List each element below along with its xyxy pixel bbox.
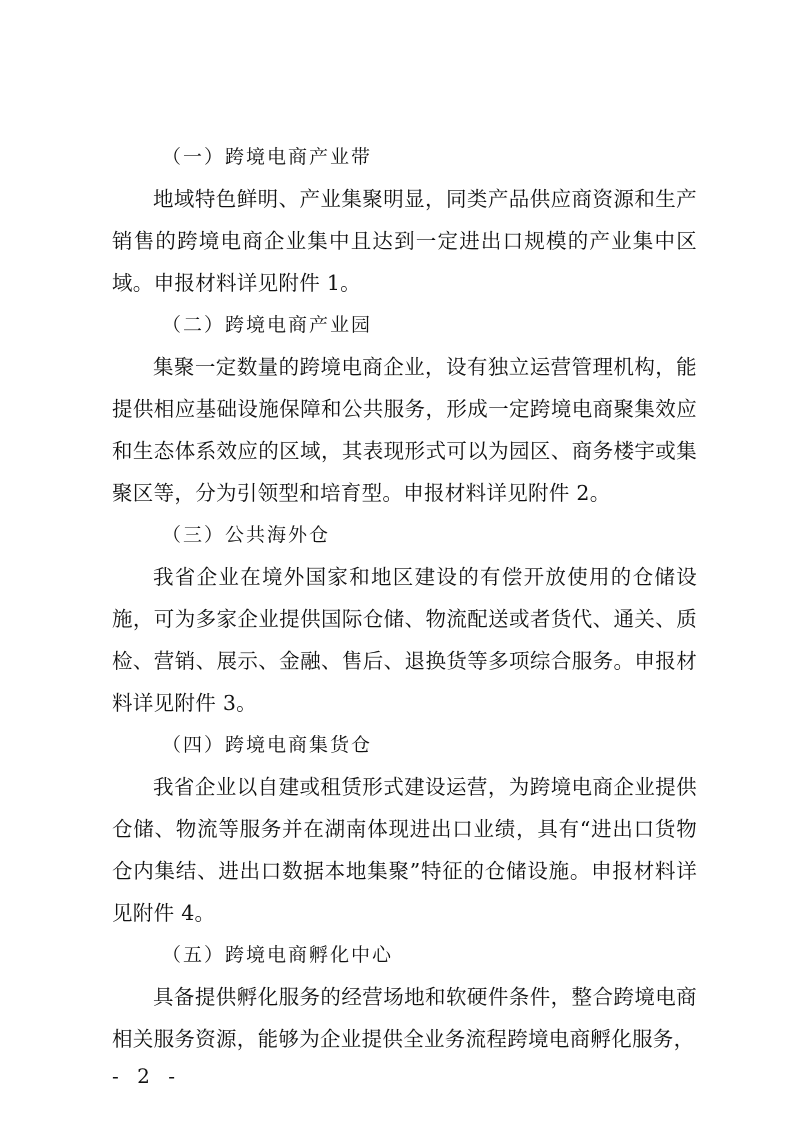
page-number: - 2 - [112,1064,181,1088]
section-body-1: 地域特色鲜明、产业集聚明显，同类产品供应商资源和生产销售的跨境电商企业集中且达到一定进出口规模的产业集中区域。申报材料详见附件 1。 [112,187,697,295]
section-body-5: 具备提供孵化服务的经营场地和软硬件条件，整合跨境电商相关服务资源，能够为企业提供全业务流程跨境电商孵化服务， [112,985,697,1051]
section-body-2: 集聚一定数量的跨境电商企业，设有独立运营管理机构，能提供相应基础设施保障和公共服务，形成一定跨境电商聚集效应和生态体系效应的区域，其表现形式可以为园区、商务楼宇或集聚区等，分为引领型和培育型。申报材料详见附件 2。 [112,355,697,505]
section-heading-1: （一）跨境电商产业带 [162,146,373,168]
section-heading-4: （四）跨境电商集货仓 [162,734,373,756]
section-heading-5: （五）跨境电商孵化中心 [162,944,394,966]
section-body-3: 我省企业在境外国家和地区建设的有偿开放使用的仓储设施，可为多家企业提供国际仓储、物流配送或者货代、通关、质检、营销、展示、金融、售后、退换货等多项综合服务。申报材料详见附件 3。 [112,565,697,715]
section-heading-3: （三）公共海外仓 [162,524,331,546]
section-body-4: 我省企业以自建或租赁形式建设运营，为跨境电商企业提供仓储、物流等服务并在湖南体现进出口业绩，具有“进出口货物仓内集结、进出口数据本地集聚”特征的仓储设施。申报材料详见附件 4。 [112,775,697,925]
section-heading-2: （二）跨境电商产业园 [162,314,373,336]
document-body [112,136,697,1060]
